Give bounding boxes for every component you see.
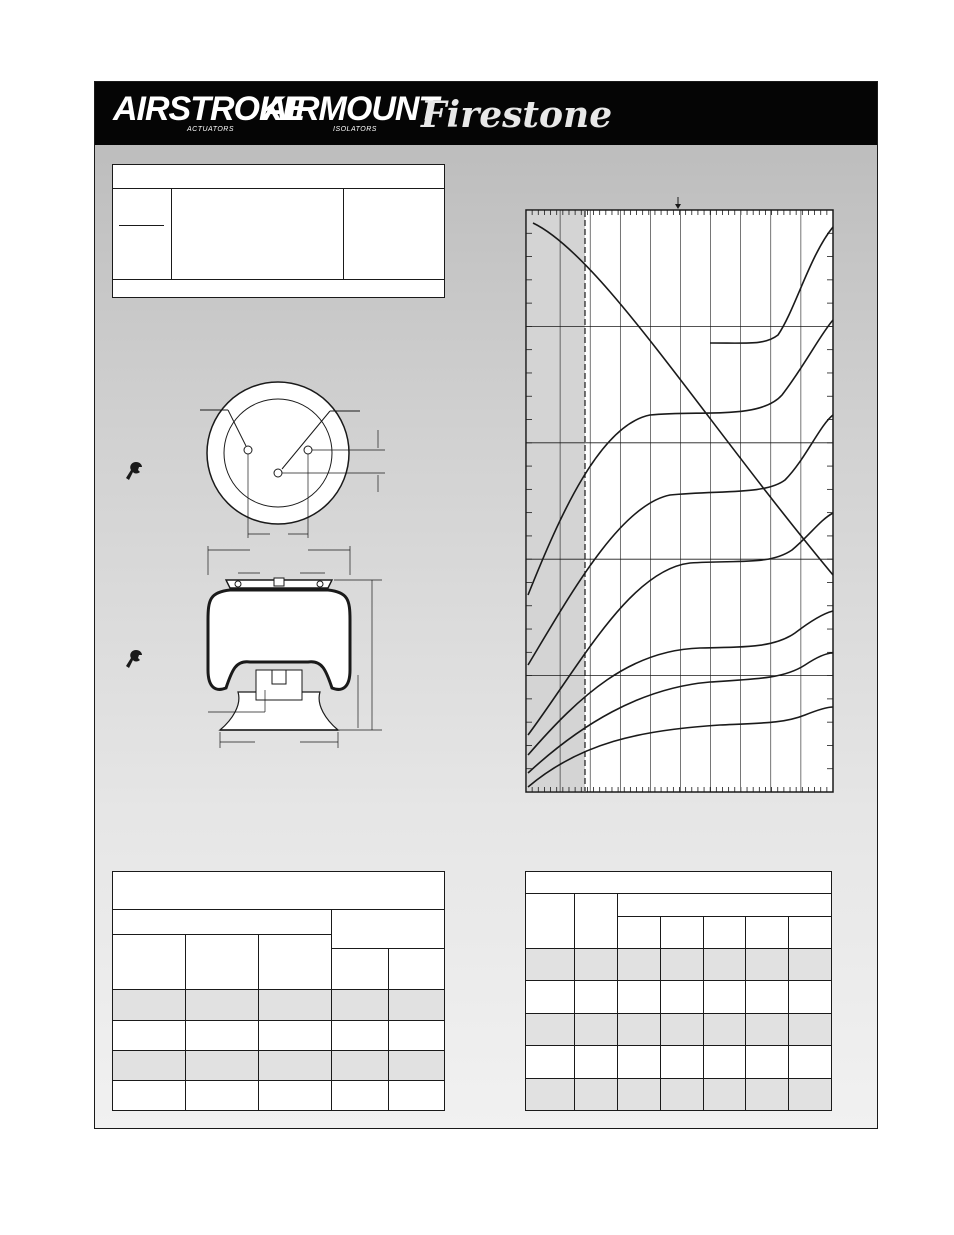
info-box-divider bbox=[171, 188, 172, 279]
right-data-table bbox=[525, 871, 832, 1111]
wrench-icon bbox=[126, 462, 142, 480]
design-height-arrowhead bbox=[675, 204, 681, 209]
table-header-cell bbox=[660, 916, 703, 948]
airstroke-logo-subtitle: ACTUATORS bbox=[187, 126, 235, 133]
table-header-cell bbox=[575, 894, 618, 949]
air-fitting-hole bbox=[274, 469, 282, 477]
table-header-cell bbox=[526, 894, 575, 949]
airmount-logo-subtitle: ISOLATORS bbox=[333, 126, 377, 133]
top-view-outer-circle bbox=[207, 382, 349, 524]
table-header-cell bbox=[618, 916, 661, 948]
left-data-table bbox=[112, 871, 445, 1111]
table-row bbox=[113, 1080, 445, 1110]
table-header-cell bbox=[746, 916, 789, 948]
table-header-row bbox=[113, 910, 445, 935]
info-box-divider bbox=[113, 279, 444, 280]
mounting-hole bbox=[244, 446, 252, 454]
table-header-cell bbox=[789, 916, 832, 948]
table-header-cell bbox=[259, 935, 332, 990]
table-row bbox=[526, 948, 832, 980]
table-title-cell bbox=[113, 872, 445, 910]
table-header-cell bbox=[113, 935, 186, 990]
table-header-row bbox=[526, 894, 832, 916]
wrench-icon bbox=[126, 650, 142, 668]
table-row bbox=[113, 1020, 445, 1050]
table-title-row bbox=[113, 872, 445, 910]
airmount-logo: AIRMOUNT bbox=[263, 90, 439, 128]
technical-drawing bbox=[120, 370, 390, 750]
stud bbox=[235, 581, 241, 587]
table-row bbox=[526, 1078, 832, 1110]
header-bar bbox=[95, 82, 877, 145]
info-box-underline bbox=[119, 225, 164, 226]
firestone-logo: Firestone bbox=[421, 94, 613, 136]
table-title-row bbox=[526, 872, 832, 894]
performance-chart bbox=[520, 195, 840, 795]
table-header-cell bbox=[703, 916, 746, 948]
center-bolt bbox=[272, 670, 286, 684]
info-box-divider bbox=[343, 188, 344, 279]
table-header-cell bbox=[618, 894, 832, 916]
info-box-divider bbox=[113, 188, 444, 189]
table-row bbox=[526, 1046, 832, 1078]
table-row bbox=[526, 981, 832, 1013]
table-header-cell bbox=[186, 935, 259, 990]
mounting-hole bbox=[304, 446, 312, 454]
table-header-cell bbox=[332, 910, 445, 990]
table-row bbox=[113, 990, 445, 1020]
table-title-cell bbox=[526, 872, 832, 894]
airstroke-logo: AIRSTROKE bbox=[113, 90, 305, 128]
table-header-cell bbox=[113, 910, 332, 935]
table-row bbox=[526, 1013, 832, 1045]
table-row bbox=[113, 1050, 445, 1080]
air-fitting bbox=[274, 578, 284, 586]
part-info-box bbox=[112, 164, 445, 298]
stud bbox=[317, 581, 323, 587]
